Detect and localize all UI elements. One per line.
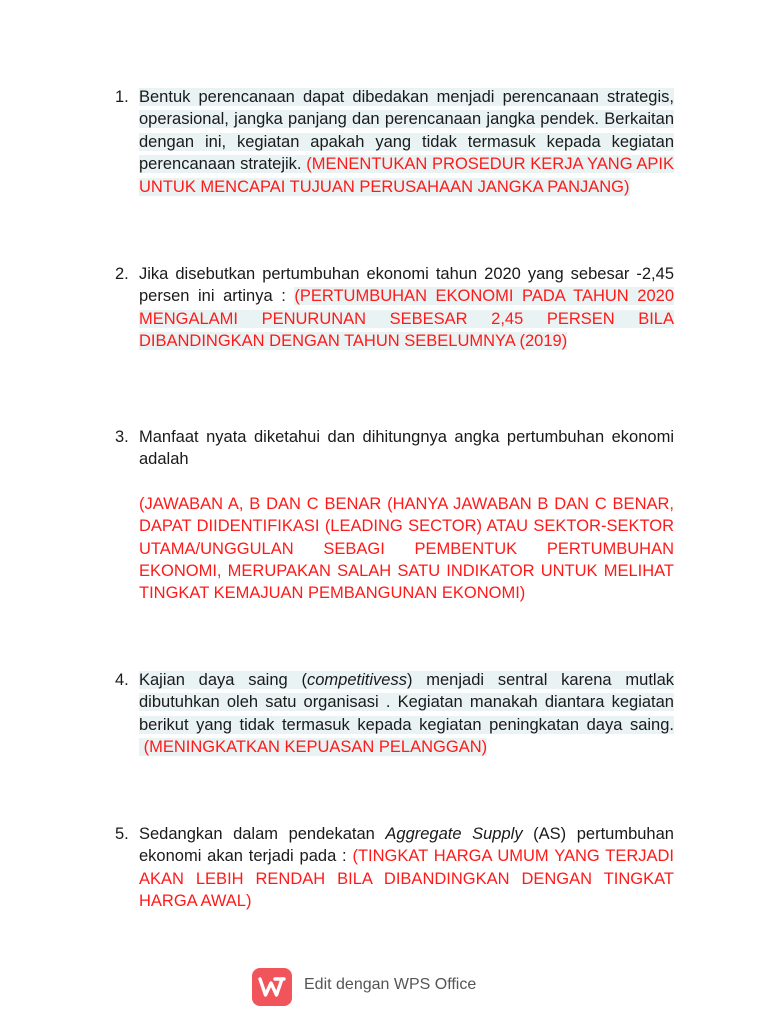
answer-text: (TINGKAT HARGA UMUM YANG TERJADI AKAN LEBIH RENDAH BILA DIBANDINGKAN DENGAN TINGKAT HARGA AWAL) xyxy=(139,847,675,911)
question-text: Jika disebutkan pertumbuhan ekonomi tahun 2020 yang sebesar -2,45 persen ini artinya : xyxy=(139,265,674,306)
question-text-italic: competitivess xyxy=(307,671,407,689)
question-text: Bentuk perencanaan dapat dibedakan menjadi perencanaan strategis, operasional, jangka panjang dan perencanaan jangka pendek. Berkaitan dengan ini, kegiatan apakah yang tidak termasuk kepada kegiatan perencanaan stratejik. xyxy=(139,88,674,174)
wps-footer[interactable] xyxy=(252,966,512,1006)
question-body xyxy=(139,669,674,759)
question-body xyxy=(139,86,674,198)
question-text: Manfaat nyata diketahui dan dihitungnya angka pertumbuhan ekonomi adalah xyxy=(139,428,674,469)
question-text-italic: Aggregate Supply xyxy=(385,825,523,843)
question-body xyxy=(139,426,674,605)
question-text-pre: Sedangkan dalam pendekatan xyxy=(139,825,375,843)
question-number: 5. xyxy=(115,825,129,843)
question-body xyxy=(139,263,674,353)
answer-text: (JAWABAN A, B DAN C BENAR (HANYA JAWABAN B DAN C BENAR, DAPAT DIIDENTIFIKASI (LEADING SECTOR) ATAU SEKTOR-SEKTOR UTAMA/UNGGULAN SEBAGI PEMBENTUK PERTUMBUHAN EKONOMI, MERUPAKAN SALAH SATU INDIKATOR UNTUK MELIHAT TINGKAT KEMAJUAN PEMBANGUNAN EKONOMI) xyxy=(139,494,674,603)
edit-with-wps-link[interactable]: Edit dengan WPS Office xyxy=(304,976,477,993)
question-text-post: ) menjadi sentral karena mutlak dibutuhkan oleh satu organisasi . Kegiatan manakah diantara kegiatan berikut yang tidak termasuk kepada kegiatan peningkatan daya saing. xyxy=(139,671,675,734)
answer-text: (MENINGKATKAN KEPUASAN PELANGGAN) xyxy=(143,738,488,757)
question-text-post: (AS) pertumbuhan ekonomi akan terjadi pada : xyxy=(139,825,674,866)
question-text-pre: Kajian daya saing ( xyxy=(139,671,307,689)
wps-office-logo-icon[interactable] xyxy=(252,968,292,1006)
answer-text: (PERTUMBUHAN EKONOMI PADA TAHUN 2020 MENGALAMI PENURUNAN SEBESAR 2,45 PERSEN BILA DIBANDINGKAN DENGAN TAHUN SEBELUMNYA (2019) xyxy=(139,287,674,351)
question-number: 3. xyxy=(115,428,129,446)
answer-text: (MENENTUKAN PROSEDUR KERJA YANG APIK UNTUK MENCAPAI TUJUAN PERUSAHAAN JANGKA PANJANG) xyxy=(139,155,674,196)
question-number: 4. xyxy=(115,671,129,689)
question-number: 2. xyxy=(115,265,129,283)
question-body xyxy=(139,823,674,913)
question-number: 1. xyxy=(115,88,129,106)
